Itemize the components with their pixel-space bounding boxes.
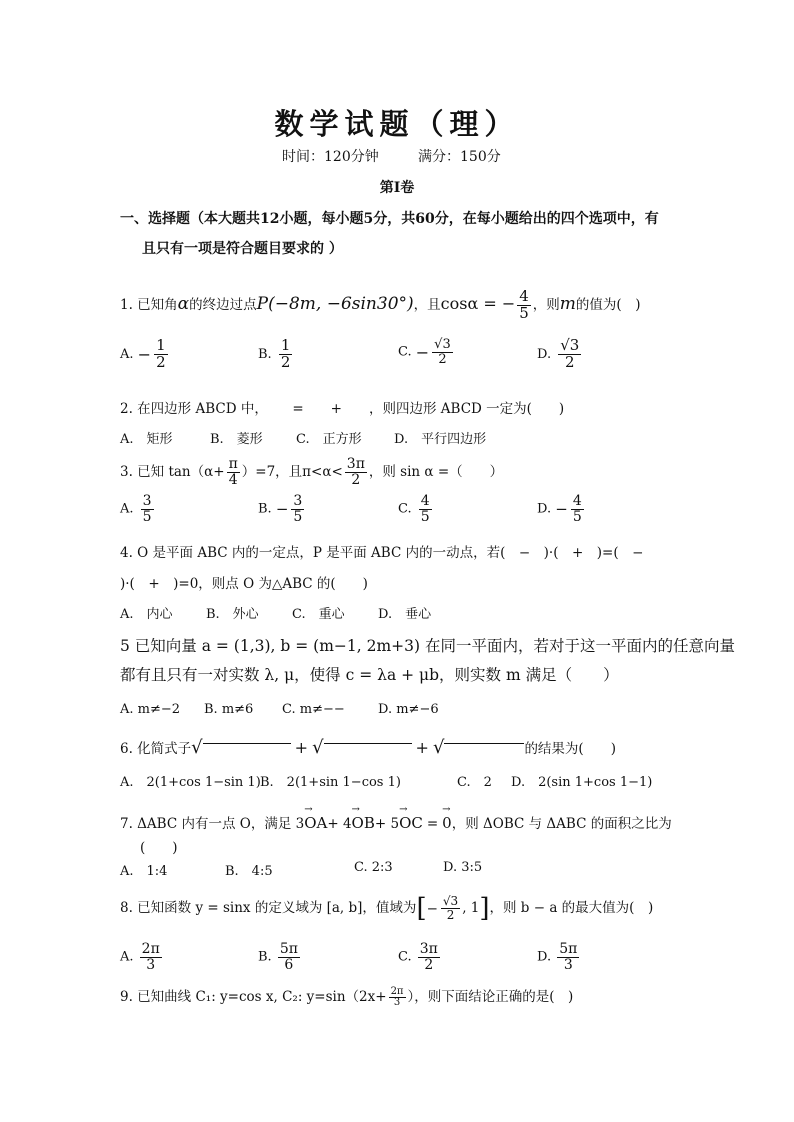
q1-frac-den: 5 bbox=[519, 304, 529, 322]
q6-option-a[interactable]: A. 2(1+cos 1−sin 1) bbox=[120, 775, 261, 790]
sqrt-radicand-1 bbox=[203, 743, 291, 761]
frac-den: 5 bbox=[142, 508, 152, 525]
exam-time: 时间：120分钟 bbox=[282, 149, 379, 165]
q8-text-a: 8. 已知函数 y = sinx 的定义域为 [a, b]，值域为 bbox=[120, 900, 417, 916]
option-fraction bbox=[141, 494, 154, 524]
option-fraction bbox=[154, 338, 168, 371]
q1-m: m bbox=[559, 294, 576, 314]
q7-option-a[interactable]: A. 1:4 bbox=[120, 864, 168, 879]
q1-fraction bbox=[517, 289, 531, 322]
frac-num: 4 bbox=[420, 493, 430, 509]
q3-text-c: ，则 sin α =（ ） bbox=[368, 464, 504, 480]
q6-option-b[interactable]: B. 2(1+sin 1−cos 1) bbox=[260, 775, 401, 790]
frac-num: 5π bbox=[559, 941, 578, 957]
q1-option-c[interactable] bbox=[398, 338, 455, 366]
frac-den: 4 bbox=[228, 472, 238, 488]
q1-text-e: 的值为( ) bbox=[575, 297, 641, 313]
frac-den: 3 bbox=[393, 997, 401, 1008]
frac-num: 3 bbox=[142, 493, 152, 509]
frac-den: 2 bbox=[280, 352, 291, 371]
option-sign: − bbox=[555, 500, 568, 519]
q1-option-d[interactable] bbox=[537, 338, 583, 371]
option-fraction bbox=[571, 494, 584, 524]
option-fraction bbox=[558, 338, 581, 371]
q2-option-d[interactable]: D. 平行四边形 bbox=[394, 432, 487, 447]
q6-option-c[interactable]: C. 2 bbox=[457, 775, 492, 790]
option-label: D. bbox=[537, 501, 552, 517]
option-label: B. bbox=[258, 501, 272, 517]
q7-equals: = bbox=[426, 816, 439, 832]
part-heading: 第Ⅰ卷 bbox=[379, 180, 415, 196]
q7-text-e: ，则 ΔOBC 与 ΔABC 的面积之比为 bbox=[451, 816, 672, 832]
q5-option-b[interactable]: B. m≠6 bbox=[204, 702, 254, 717]
q7-text-a: 7. ΔABC 内有一点 O，满足 3 bbox=[120, 816, 305, 832]
right-bracket: ] bbox=[479, 893, 490, 924]
q1-text-c: ，且 bbox=[413, 297, 441, 313]
left-bracket: [ bbox=[416, 893, 427, 924]
q1-text-b: 的终边过点 bbox=[189, 297, 257, 313]
q1-point: P(−8m, −6sin30°) bbox=[256, 294, 414, 314]
option-label: B. bbox=[258, 346, 272, 362]
frac-num: π bbox=[228, 456, 238, 473]
question-5-line1: 5 已知向量 a = (1,3), b = (m−1, 2m+3) 在同一平面内，若对于这一平面内的任意向量 bbox=[120, 637, 735, 655]
sqrt-sign: √ bbox=[191, 737, 203, 758]
frac-den: 2 bbox=[156, 352, 166, 371]
q5-option-a[interactable]: A. m≠−2 bbox=[120, 702, 181, 717]
option-sign: − bbox=[275, 500, 289, 519]
section-heading-line2: 且只有一项是符合题目要求的 ） bbox=[142, 241, 343, 257]
q8-option-b[interactable] bbox=[258, 942, 302, 972]
q4-option-c[interactable]: C. 重心 bbox=[292, 607, 345, 622]
q4-option-d[interactable]: D. 垂心 bbox=[378, 607, 432, 622]
q8-option-c[interactable] bbox=[398, 942, 442, 972]
option-fraction bbox=[140, 942, 162, 972]
option-sign: − bbox=[415, 342, 430, 362]
frac-den: 5 bbox=[420, 508, 430, 525]
frac-den: 6 bbox=[284, 956, 294, 973]
q1-option-b[interactable] bbox=[258, 338, 294, 371]
q1-text-a: 1. 已知角 bbox=[120, 297, 178, 313]
frac-den: 3 bbox=[146, 956, 156, 973]
plus-sign: + bbox=[294, 738, 309, 757]
option-fraction bbox=[418, 942, 440, 972]
q8-rest: , 1 bbox=[462, 900, 480, 916]
q3-text-a: 3. 已知 tan（α+ bbox=[120, 464, 225, 480]
q8-option-a[interactable] bbox=[120, 942, 164, 972]
frac-num: 3π bbox=[346, 456, 365, 473]
frac-num: 1 bbox=[156, 336, 166, 354]
frac-num: 2π bbox=[390, 985, 404, 997]
q8-option-d[interactable] bbox=[537, 942, 581, 972]
option-fraction bbox=[432, 338, 453, 366]
option-label: D. bbox=[537, 346, 552, 362]
frac-num: 3π bbox=[419, 941, 438, 957]
q3-option-c[interactable] bbox=[398, 494, 434, 524]
q8-neg: − bbox=[426, 900, 438, 917]
option-label: A. bbox=[120, 949, 134, 965]
q3-frac-1 bbox=[227, 457, 240, 487]
frac-den: 3 bbox=[563, 956, 573, 973]
frac-den: 2 bbox=[565, 352, 575, 371]
question-5-line2: 都有且只有一对实数 λ, μ，使得 c = λa + μb，则实数 m 满足（ ） bbox=[120, 666, 619, 684]
plus-sign: + bbox=[415, 738, 429, 757]
frac-num: √3 bbox=[560, 336, 580, 354]
q6-option-d[interactable]: D. 2(sin 1+cos 1−1) bbox=[511, 775, 653, 790]
q2-option-c[interactable]: C. 正方形 bbox=[296, 432, 362, 447]
q7-option-d[interactable]: D. 3:5 bbox=[443, 860, 483, 875]
option-fraction bbox=[279, 338, 293, 371]
q9-text-b: ），则下面结论正确的是( ) bbox=[407, 989, 574, 1005]
frac-den: 5 bbox=[572, 508, 582, 525]
option-label: A. bbox=[120, 346, 134, 362]
q5-option-c[interactable]: C. m≠−− bbox=[282, 702, 345, 717]
option-fraction bbox=[291, 494, 304, 524]
option-label: D. bbox=[537, 949, 552, 965]
exam-score: 满分：150分 bbox=[418, 149, 501, 165]
zero-vector: → 0 bbox=[442, 814, 452, 832]
option-label: C. bbox=[398, 501, 412, 517]
question-6 bbox=[120, 737, 616, 759]
exam-title: 数学试题（理） bbox=[274, 107, 520, 141]
sqrt-radicand-3 bbox=[444, 743, 524, 761]
q3-frac-2 bbox=[345, 457, 367, 487]
frac-num: 3 bbox=[293, 493, 303, 509]
option-fraction bbox=[557, 942, 579, 972]
vector-oa: → OA bbox=[304, 814, 327, 832]
q2-option-b[interactable]: B. 菱形 bbox=[210, 432, 263, 447]
q3-option-b[interactable] bbox=[258, 494, 306, 524]
q3-text-b: ）=7，且π<α< bbox=[241, 464, 343, 480]
option-label: C. bbox=[398, 949, 412, 965]
question-1 bbox=[120, 284, 640, 325]
frac-num: 2π bbox=[141, 941, 160, 957]
q9-text-a: 9. 已知曲线 C₁: y=cos x, C₂: y=sin（2x+ bbox=[120, 989, 387, 1005]
frac-num: √3 bbox=[434, 337, 451, 352]
section-heading-line1: 一、选择题（本大题共12小题，每小题5分，共60分，在每小题给出的四个选项中，有 bbox=[120, 211, 659, 227]
q4-option-b[interactable]: B. 外心 bbox=[206, 607, 259, 622]
frac-den: 2 bbox=[424, 956, 434, 973]
q2-option-a[interactable]: A. 矩形 bbox=[120, 432, 173, 447]
q4-option-a[interactable]: A. 内心 bbox=[120, 607, 173, 622]
q5-option-d[interactable]: D. m≠−6 bbox=[378, 702, 439, 717]
frac-den: 2 bbox=[446, 908, 455, 922]
q1-alpha: α bbox=[177, 294, 190, 314]
question-4-line2: )·( + )=0，则点 O 为△ABC 的( ) bbox=[120, 576, 368, 592]
question-7 bbox=[120, 812, 672, 832]
sqrt-radicand-2 bbox=[324, 743, 412, 761]
q6-text-a: 6. 化简式子 bbox=[120, 741, 192, 757]
frac-den: 5 bbox=[293, 508, 303, 525]
question-8 bbox=[120, 888, 653, 929]
sqrt-sign: √ bbox=[312, 737, 324, 758]
vector-oc: → OC bbox=[399, 814, 423, 832]
question-2: 2. 在四边形 ABCD 中， = + ，则四边形 ABCD 一定为( ) bbox=[120, 401, 565, 417]
option-fraction bbox=[278, 942, 300, 972]
q7-text-b: + 4 bbox=[327, 816, 352, 832]
q7-text-c: + 5 bbox=[374, 816, 400, 832]
q7-option-b[interactable]: B. 4:5 bbox=[225, 864, 273, 879]
option-label: B. bbox=[258, 949, 272, 965]
q1-frac-num: 4 bbox=[519, 287, 529, 306]
q3-option-d[interactable] bbox=[537, 494, 586, 524]
question-3 bbox=[120, 452, 503, 492]
q8-fraction bbox=[441, 895, 460, 921]
q3-option-a[interactable] bbox=[120, 494, 156, 524]
q7-option-c[interactable]: C. 2:3 bbox=[354, 860, 393, 875]
sqrt-sign: √ bbox=[432, 737, 445, 758]
frac-num: √3 bbox=[442, 894, 459, 909]
option-sign: − bbox=[137, 344, 152, 364]
q1-text-d: ，则 bbox=[532, 297, 560, 313]
q9-fraction bbox=[389, 987, 406, 1009]
frac-num: 1 bbox=[280, 336, 291, 354]
question-4-line1: 4. O 是平面 ABC 内的一定点，P 是平面 ABC 内的一动点，若( − )·( + )=( − bbox=[120, 545, 644, 561]
option-label: C. bbox=[398, 344, 412, 360]
frac-den: 2 bbox=[351, 472, 361, 488]
q1-option-a[interactable] bbox=[120, 338, 170, 371]
frac-den: 2 bbox=[438, 351, 447, 367]
q8-text-b: ，则 b − a 的最大值为( ) bbox=[489, 900, 654, 916]
question-9 bbox=[120, 980, 573, 1014]
vector-ob: → OB bbox=[352, 814, 375, 832]
question-7-line2: ( ) bbox=[140, 840, 178, 856]
option-fraction bbox=[419, 494, 432, 524]
q1-cos: cosα = − bbox=[440, 294, 516, 313]
frac-num: 4 bbox=[572, 493, 582, 509]
option-label: A. bbox=[120, 501, 134, 517]
frac-num: 5π bbox=[279, 941, 298, 957]
q6-text-b: 的结果为( ) bbox=[524, 741, 616, 757]
